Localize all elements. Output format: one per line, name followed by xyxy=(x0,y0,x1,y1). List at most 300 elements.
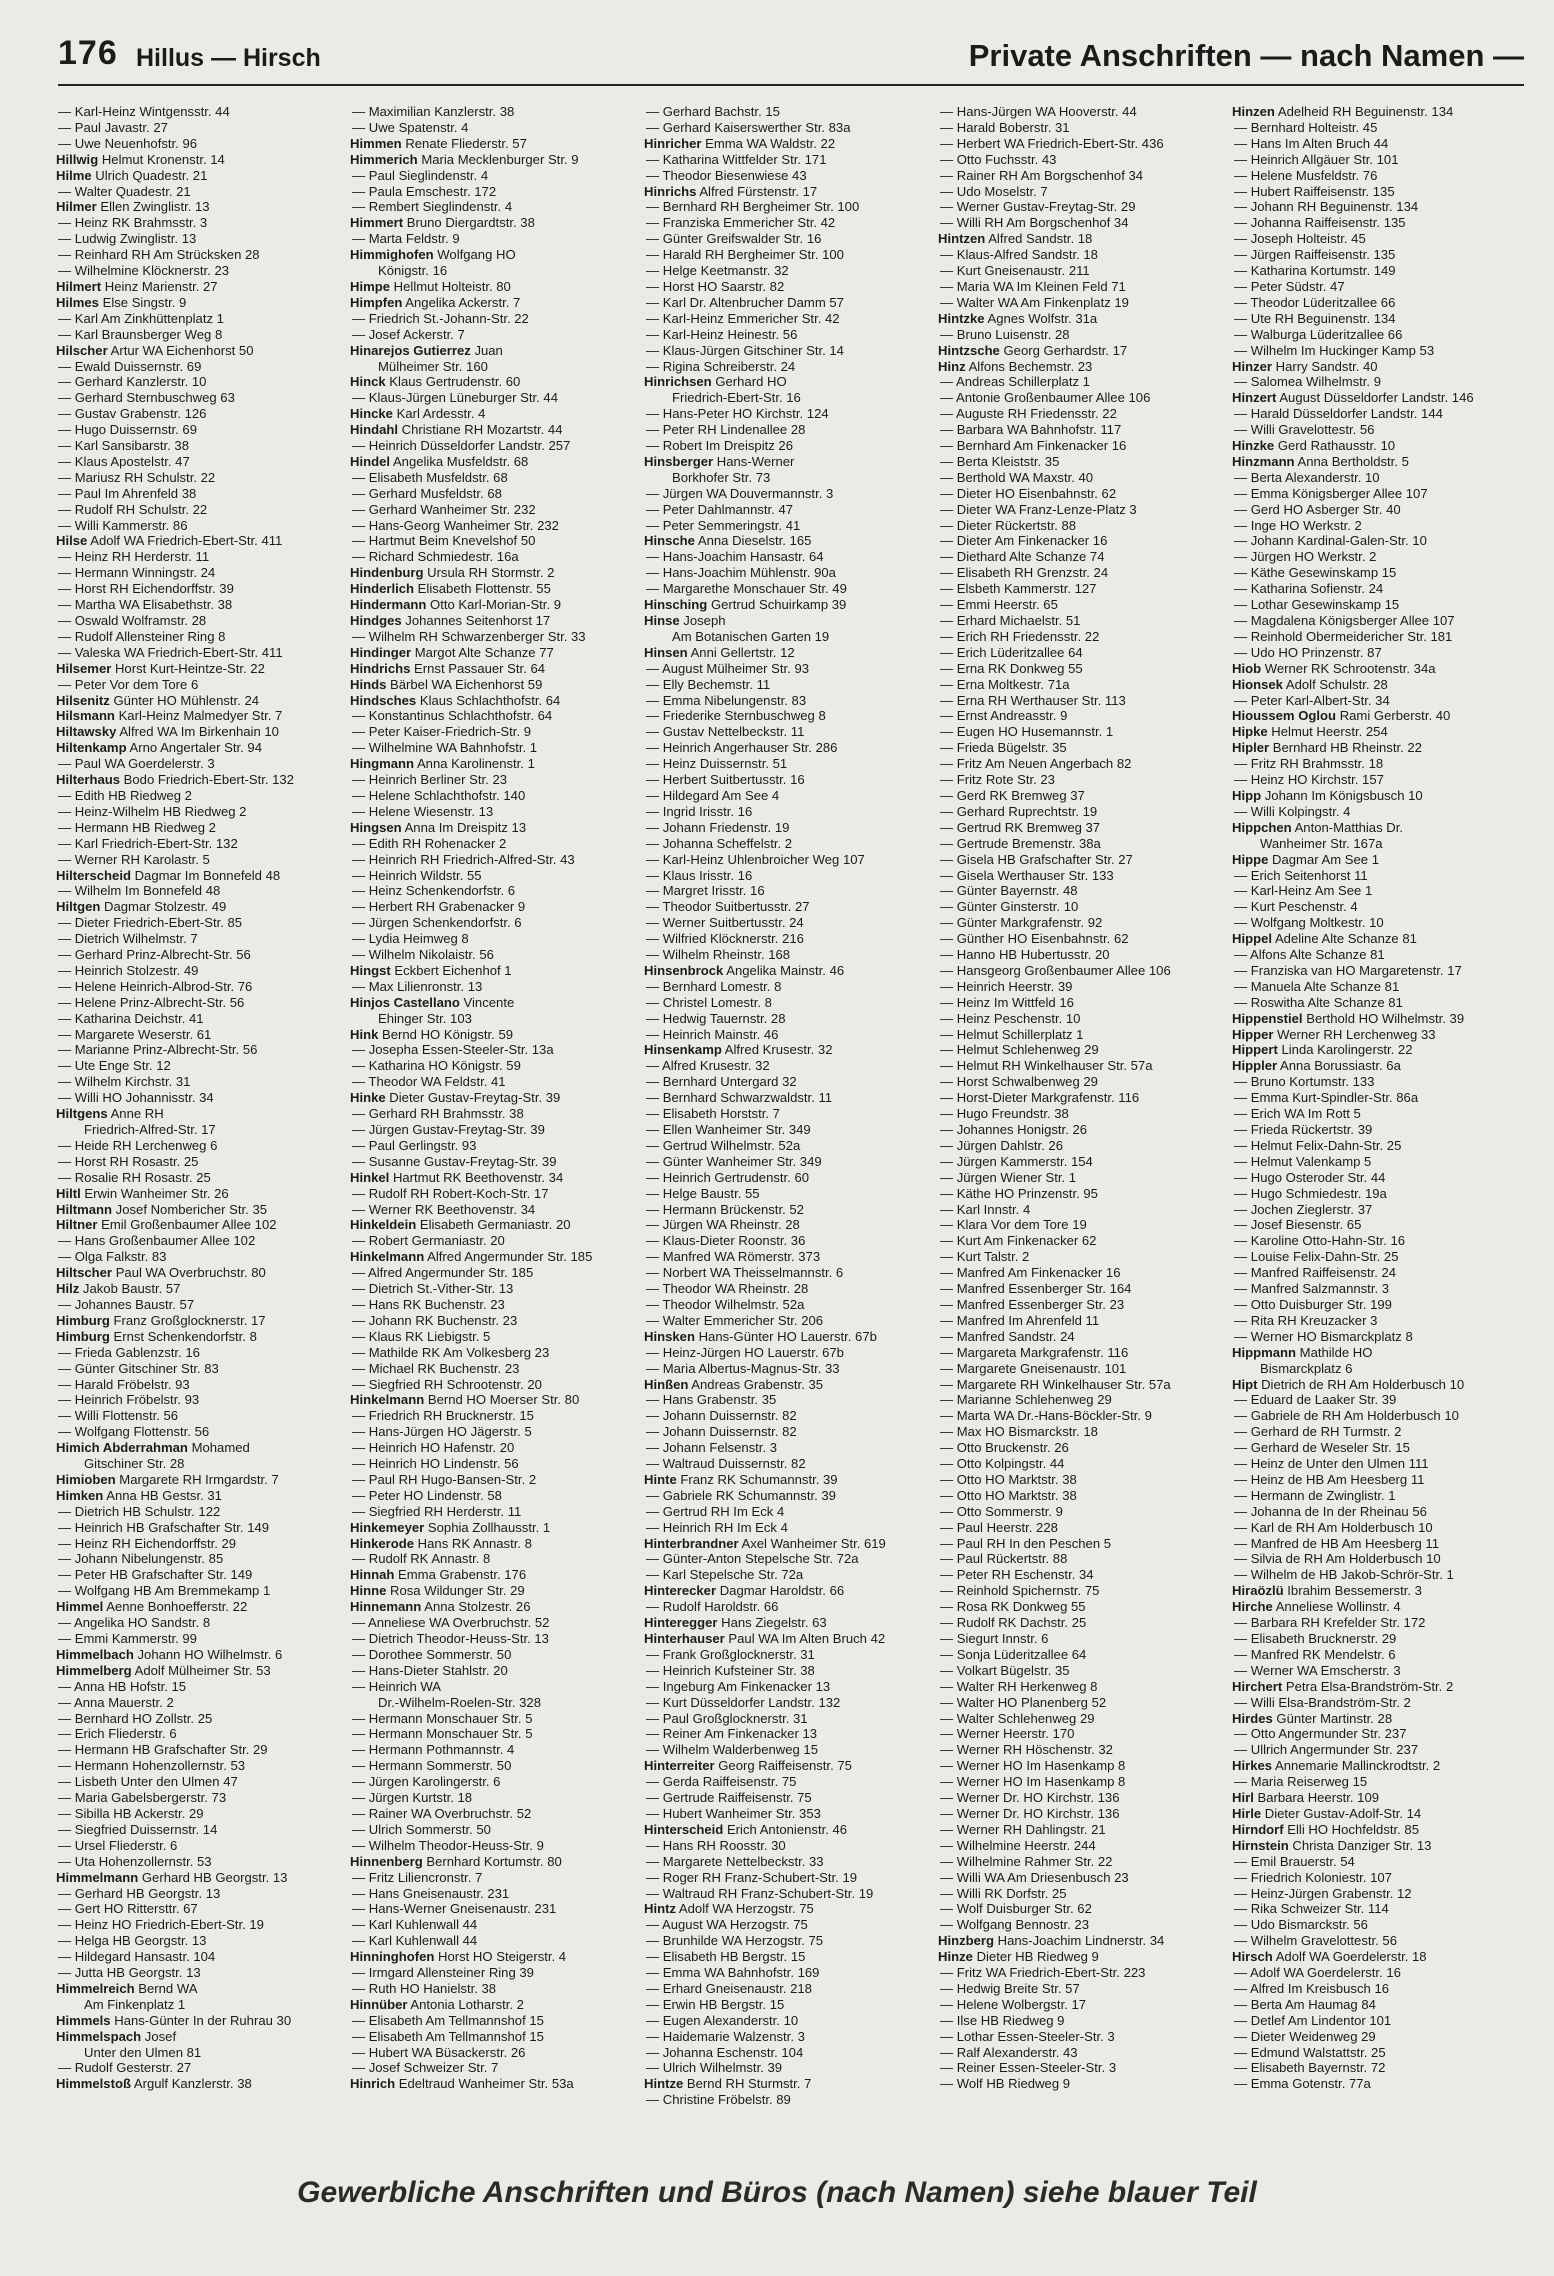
entry-text: — Willi HO Johannisstr. 34 xyxy=(58,1090,214,1106)
directory-entry xyxy=(644,852,936,868)
directory-entry xyxy=(938,184,1230,200)
entry-text: — Frieda Bügelstr. 35 xyxy=(940,740,1067,756)
entry-text: Adeline Alte Schanze 81 xyxy=(1274,931,1417,947)
directory-entry xyxy=(56,1090,348,1106)
directory-entry xyxy=(350,1154,642,1170)
directory-entry xyxy=(938,1838,1230,1854)
entry-text: — Emmi Heerstr. 65 xyxy=(940,597,1058,613)
directory-entry xyxy=(644,1377,936,1393)
directory-entry xyxy=(350,899,642,915)
directory-entry xyxy=(1232,1901,1524,1917)
directory-entry xyxy=(56,629,348,645)
directory-entry xyxy=(644,1901,936,1917)
entry-text: — Wilhelm Walderbenweg 15 xyxy=(646,1742,818,1758)
directory-entry xyxy=(644,931,936,947)
entry-text: Bruno Diergardtstr. 38 xyxy=(406,215,535,231)
directory-entry xyxy=(1232,883,1524,899)
entry-text: — Hermann Hohenzollernstr. 53 xyxy=(58,1758,246,1774)
entry-text: — Gerhard de Weseler Str. 15 xyxy=(1234,1440,1410,1456)
directory-entry xyxy=(938,1870,1230,1886)
entry-text: — Heinrich Mainstr. 46 xyxy=(646,1026,779,1042)
entry-text: — Heinrich Wildstr. 55 xyxy=(352,867,482,883)
directory-entry xyxy=(56,1631,348,1647)
directory-entry xyxy=(1232,231,1524,247)
directory-entry xyxy=(1232,995,1524,1011)
entry-text: — Otto Duisburger Str. 199 xyxy=(1234,1296,1392,1312)
directory-entry xyxy=(644,1774,936,1790)
directory-entry xyxy=(1232,1329,1524,1345)
entry-text: — Kurt Düsseldorfer Landstr. 132 xyxy=(646,1694,841,1710)
directory-entry xyxy=(56,1392,348,1408)
entry-text: — Heinz de Unter den Ulmen 111 xyxy=(1234,1456,1429,1472)
entry-surname: Hinnah xyxy=(350,1567,395,1583)
entry-text: Emma Grabenstr. 176 xyxy=(398,1567,527,1583)
entry-text: — Heinrich Düsseldorfer Landstr. 257 xyxy=(352,438,571,454)
directory-entry xyxy=(644,168,936,184)
directory-entry xyxy=(644,788,936,804)
entry-text: — Willi Kammerstr. 86 xyxy=(58,517,188,533)
entry-text: Ursula RH Stormstr. 2 xyxy=(427,565,555,581)
entry-text: — Reiner Am Finkenacker 13 xyxy=(646,1726,818,1742)
directory-entry xyxy=(350,1392,642,1408)
entry-text: — Paul Javastr. 27 xyxy=(58,119,168,135)
directory-entry xyxy=(1232,374,1524,390)
entry-text: Bismarckplatz 6 xyxy=(1260,1360,1353,1376)
directory-entry xyxy=(644,486,936,502)
entry-text: — Peter Kaiser-Friedrich-Str. 9 xyxy=(352,724,531,740)
entry-surname: Hipp xyxy=(1232,787,1262,803)
directory-entry xyxy=(350,740,642,756)
entry-text: — Günter Markgrafenstr. 92 xyxy=(940,915,1103,931)
directory-entry xyxy=(56,1551,348,1567)
directory-entry xyxy=(644,1106,936,1122)
directory-entry xyxy=(938,995,1230,1011)
directory-entry xyxy=(56,1042,348,1058)
entry-text: Dagmar Stolzestr. 49 xyxy=(104,899,227,915)
entry-text: — Maria WA Im Kleinen Feld 71 xyxy=(940,278,1126,294)
entry-surname: Hinarejos Gutierrez xyxy=(350,342,471,358)
directory-entry xyxy=(1232,708,1524,724)
entry-surname: Himmels xyxy=(56,2012,111,2028)
entry-text: — Sibilla HB Ackerstr. 29 xyxy=(58,1805,204,1821)
entry-text: Alfred WA Im Birkenhain 10 xyxy=(119,724,279,740)
entry-surname: Hinsenkamp xyxy=(644,1042,722,1058)
directory-entry xyxy=(350,1838,642,1854)
entry-text: Günter HO Mühlenstr. 24 xyxy=(113,692,260,708)
entry-text: — Rudolf RH Schulstr. 22 xyxy=(58,501,208,517)
entry-surname: Hinze xyxy=(938,1949,973,1965)
entry-text: — Rudolf RK Annastr. 8 xyxy=(352,1551,491,1567)
entry-text: — Walter HO Planenberg 52 xyxy=(940,1694,1107,1710)
directory-entry xyxy=(1232,1774,1524,1790)
directory-entry xyxy=(938,1154,1230,1170)
entry-text: — Heinz Duissernstr. 51 xyxy=(646,756,788,772)
entry-text: Rosa Wildunger Str. 29 xyxy=(390,1583,525,1599)
directory-entry xyxy=(1232,263,1524,279)
entry-text: — Hermann HB Grafschafter Str. 29 xyxy=(58,1742,268,1758)
entry-text: — Hans-Georg Wanheimer Str. 232 xyxy=(352,517,559,533)
entry-text: — Elisabeth Horststr. 7 xyxy=(646,1106,780,1122)
directory-column-2 xyxy=(350,104,642,2164)
directory-entry xyxy=(1232,740,1524,756)
entry-surname: Hinderlich xyxy=(350,581,415,597)
entry-text: — Ute RH Beguinenstr. 134 xyxy=(1234,310,1396,326)
entry-text: Alfons Bechemstr. 23 xyxy=(968,358,1093,374)
directory-entry xyxy=(1232,597,1524,613)
entry-surname: Hinßen xyxy=(644,1376,689,1392)
directory-entry xyxy=(56,136,348,152)
entry-text: Anna HB Gestsr. 31 xyxy=(106,1487,222,1503)
entry-surname: Hinnüber xyxy=(350,1996,408,2012)
directory-entry xyxy=(56,979,348,995)
directory-entry xyxy=(1232,1122,1524,1138)
directory-entry xyxy=(644,1074,936,1090)
directory-entry xyxy=(350,374,642,390)
entry-surname: Hilsmann xyxy=(56,708,115,724)
directory-entry xyxy=(56,1027,348,1043)
entry-text: — Heinrich WA xyxy=(352,1678,442,1694)
directory-entry xyxy=(1232,1822,1524,1838)
directory-entry xyxy=(1232,836,1524,852)
directory-entry xyxy=(350,518,642,534)
directory-entry xyxy=(1232,2045,1524,2061)
entry-surname: Hirl xyxy=(1232,1790,1254,1806)
directory-entry xyxy=(1232,518,1524,534)
entry-text: — Werner Dr. HO Kirchstr. 136 xyxy=(940,1805,1120,1821)
directory-entry xyxy=(56,454,348,470)
entry-surname: Hipke xyxy=(1232,724,1268,740)
entry-text: — Heinz-Wilhelm HB Riedweg 2 xyxy=(58,803,247,819)
directory-entry xyxy=(644,2013,936,2029)
entry-text: Anna Stolzestr. 26 xyxy=(424,1599,531,1615)
entry-text: — Emil Brauerstr. 54 xyxy=(1234,1853,1355,1869)
directory-entry xyxy=(350,311,642,327)
directory-entry xyxy=(1232,613,1524,629)
entry-text: — Anneliese WA Overbruchstr. 52 xyxy=(352,1615,550,1631)
entry-surname: Himmelberg xyxy=(56,1662,132,1678)
directory-entry xyxy=(1232,1297,1524,1313)
directory-entry xyxy=(56,1647,348,1663)
directory-entry xyxy=(56,1854,348,1870)
directory-entry xyxy=(1232,454,1524,470)
entry-text: — Walburga Lüderitzallee 66 xyxy=(1234,326,1403,342)
entry-text: — Heinrich Stolzestr. 49 xyxy=(58,962,199,978)
entry-text: — Josef Ackerstr. 7 xyxy=(352,326,465,342)
directory-entry xyxy=(644,1615,936,1631)
entry-text: Paul WA Overbruchstr. 80 xyxy=(115,1265,266,1281)
directory-entry xyxy=(1232,1361,1524,1377)
directory-entry xyxy=(56,1170,348,1186)
directory-entry xyxy=(350,1122,642,1138)
directory-entry xyxy=(56,1249,348,1265)
directory-entry xyxy=(938,2060,1230,2076)
entry-surname: Himburg xyxy=(56,1328,110,1344)
entry-text: — Margareta Markgrafenstr. 116 xyxy=(940,1344,1129,1360)
entry-text: Dietrich de RH Am Holderbusch 10 xyxy=(1261,1376,1465,1392)
directory-entry xyxy=(1232,486,1524,502)
directory-entry xyxy=(938,1536,1230,1552)
directory-entry xyxy=(1232,327,1524,343)
entry-surname: Hinzert xyxy=(1232,390,1277,406)
entry-text: — Reiner Essen-Steeler-Str. 3 xyxy=(940,2060,1117,2076)
entry-text: — Manfred Raiffeisenstr. 24 xyxy=(1234,1265,1397,1281)
entry-text: — Manfred RK Mendelstr. 6 xyxy=(1234,1646,1396,1662)
directory-entry xyxy=(350,263,642,279)
directory-entry xyxy=(56,359,348,375)
entry-text: Georg Raiffeisenstr. 75 xyxy=(718,1758,852,1774)
entry-text: — Heinrich HO Lindenstr. 56 xyxy=(352,1456,519,1472)
entry-text: — Udo HO Prinzenstr. 87 xyxy=(1234,644,1382,660)
directory-entry xyxy=(938,454,1230,470)
directory-entry xyxy=(56,390,348,406)
directory-entry xyxy=(644,1154,936,1170)
directory-entry xyxy=(1232,1886,1524,1902)
directory-entry xyxy=(350,979,642,995)
entry-text: Gitschiner Str. 28 xyxy=(84,1456,185,1472)
directory-entry xyxy=(938,1663,1230,1679)
entry-text: — Dietrich Wilhelmstr. 7 xyxy=(58,931,198,947)
entry-text: — Hermann HB Riedweg 2 xyxy=(58,819,216,835)
entry-text: — Dieter HO Eisenbahnstr. 62 xyxy=(940,485,1117,501)
entry-text: — Peter HO Lindenstr. 58 xyxy=(352,1487,502,1503)
directory-entry xyxy=(56,852,348,868)
directory-entry xyxy=(350,661,642,677)
entry-text: — Dietrich HB Schulstr. 122 xyxy=(58,1503,221,1519)
entry-text: — Marta Feldstr. 9 xyxy=(352,231,460,247)
entry-text: — Peter Vor dem Tore 6 xyxy=(58,676,199,692)
entry-surname: Hinzmann xyxy=(1232,453,1295,469)
entry-text: — Walter WA Am Finkenplatz 19 xyxy=(940,294,1129,310)
directory-entry xyxy=(1232,1870,1524,1886)
directory-entry xyxy=(644,1790,936,1806)
directory-entry xyxy=(56,120,348,136)
entry-text: — Jürgen Raiffeisenstr. 135 xyxy=(1234,247,1396,263)
entry-text: — Willi RK Dorfstr. 25 xyxy=(940,1885,1067,1901)
directory-entry xyxy=(56,1695,348,1711)
directory-entry xyxy=(350,1170,642,1186)
entry-text: — Kurt Gneisenaustr. 211 xyxy=(940,263,1090,279)
directory-entry xyxy=(1232,1265,1524,1281)
directory-entry xyxy=(1232,963,1524,979)
entry-text: — Eugen HO Husemannstr. 1 xyxy=(940,724,1114,740)
entry-text: Agnes Wolfstr. 31a xyxy=(987,310,1098,326)
entry-text: — Günter Ginsterstr. 10 xyxy=(940,899,1079,915)
directory-entry xyxy=(938,883,1230,899)
directory-entry xyxy=(938,502,1230,518)
entry-text: Adolf Schulstr. 28 xyxy=(1285,676,1388,692)
entry-surname: Hinnenberg xyxy=(350,1853,423,1869)
directory-entry xyxy=(56,1154,348,1170)
directory-entry xyxy=(644,1042,936,1058)
directory-entry xyxy=(350,852,642,868)
entry-text: Juan xyxy=(474,342,503,358)
entry-text: August Düsseldorfer Landstr. 146 xyxy=(1279,390,1474,406)
directory-entry xyxy=(1232,1058,1524,1074)
entry-text: Alfred Angermunder Str. 185 xyxy=(427,1249,593,1265)
entry-surname: Hilmert xyxy=(56,278,102,294)
entry-text: Jakob Baustr. 57 xyxy=(82,1281,181,1297)
directory-entry xyxy=(1232,1345,1524,1361)
entry-text: — Theodor Lüderitzallee 66 xyxy=(1234,294,1396,310)
directory-entry xyxy=(644,1313,936,1329)
entry-text: — Maria Albertus-Magnus-Str. 33 xyxy=(646,1360,840,1376)
entry-text: — Robert Im Dreispitz 26 xyxy=(646,438,793,454)
entry-surname: Hippert xyxy=(1232,1042,1278,1058)
directory-entry xyxy=(644,979,936,995)
entry-surname: Hippmann xyxy=(1232,1344,1297,1360)
entry-text: — Alfred Krusestr. 32 xyxy=(646,1058,770,1074)
entry-text: — Klara Vor dem Tore 19 xyxy=(940,1217,1087,1233)
directory-entry xyxy=(350,1679,642,1695)
entry-surname: Hirndorf xyxy=(1232,1821,1284,1837)
directory-entry xyxy=(938,406,1230,422)
entry-text: — Gerhard Kaiserswerther Str. 83a xyxy=(646,119,851,135)
directory-entry xyxy=(350,1631,642,1647)
entry-text: — Marianne Schlehenweg 29 xyxy=(940,1392,1112,1408)
entry-text: — Reinhold Spichernstr. 75 xyxy=(940,1583,1100,1599)
entry-text: — Waltraud Duissernstr. 82 xyxy=(646,1456,806,1472)
directory-entry xyxy=(644,1122,936,1138)
directory-entry xyxy=(938,438,1230,454)
directory-entry xyxy=(56,1424,348,1440)
directory-entry xyxy=(1232,1090,1524,1106)
entry-text: — Siegfried RH Schrootenstr. 20 xyxy=(352,1376,542,1392)
directory-entry xyxy=(1232,1933,1524,1949)
directory-entry xyxy=(350,1265,642,1281)
entry-text: Emil Großenbaumer Allee 102 xyxy=(101,1217,277,1233)
directory-entry xyxy=(938,168,1230,184)
directory-column-3 xyxy=(644,104,936,2164)
directory-entry xyxy=(644,1408,936,1424)
directory-entry xyxy=(938,756,1230,772)
entry-text: — Jürgen WA Douvermannstr. 3 xyxy=(646,485,834,501)
directory-entry xyxy=(1232,1027,1524,1043)
entry-text: — Hans-Dieter Stahlstr. 20 xyxy=(352,1662,508,1678)
entry-text: — Reinhold Obermeidericher Str. 181 xyxy=(1234,628,1453,644)
entry-text: — Heinrich Gertrudenstr. 60 xyxy=(646,1169,810,1185)
directory-entry xyxy=(1232,1377,1524,1393)
directory-entry xyxy=(1232,1186,1524,1202)
entry-text: Borkhofer Str. 73 xyxy=(672,469,771,485)
directory-entry xyxy=(644,247,936,263)
entry-text: Elisabeth Germaniastr. 20 xyxy=(419,1217,571,1233)
directory-entry xyxy=(350,1933,642,1949)
entry-text: — Heinrich Angerhauser Str. 286 xyxy=(646,740,838,756)
entry-text: — Wilhelmine Rahmer Str. 22 xyxy=(940,1853,1113,1869)
directory-entry xyxy=(56,374,348,390)
entry-text: — Rosa RK Donkweg 55 xyxy=(940,1599,1086,1615)
directory-entry xyxy=(56,915,348,931)
entry-text: — Günther HO Eisenbahnstr. 62 xyxy=(940,931,1129,947)
entry-text: — Rosalie RH Rosastr. 25 xyxy=(58,1169,211,1185)
entry-text: — Karl-Heinz Uhlenbroicher Weg 107 xyxy=(646,851,865,867)
entry-text: — Hans-Joachim Mühlenstr. 90a xyxy=(646,565,836,581)
directory-entry xyxy=(938,422,1230,438)
directory-entry xyxy=(938,1186,1230,1202)
entry-text: — Berthold WA Maxstr. 40 xyxy=(940,469,1094,485)
entry-text: — Margarete RH Winkelhauser Str. 57a xyxy=(940,1376,1171,1392)
directory-entry xyxy=(938,1583,1230,1599)
entry-text: — Barbara RH Krefelder Str. 172 xyxy=(1234,1615,1426,1631)
entry-surname: Hintze xyxy=(644,2076,684,2092)
directory-entry xyxy=(350,1790,642,1806)
directory-entry xyxy=(938,533,1230,549)
entry-text: Bernhard HB Rheinstr. 22 xyxy=(1272,740,1422,756)
directory-entry xyxy=(938,963,1230,979)
entry-text: Bernd RH Sturmstr. 7 xyxy=(686,2076,812,2092)
entry-text: — Gerhard Musfeldstr. 68 xyxy=(352,485,502,501)
entry-text: — Marta WA Dr.-Hans-Böckler-Str. 9 xyxy=(940,1408,1152,1424)
entry-surname: Hinsken xyxy=(644,1328,695,1344)
footer-note: Gewerbliche Anschriften und Büros (nach Namen) siehe blauer Teil xyxy=(297,2176,1257,2209)
directory-entry xyxy=(350,693,642,709)
directory-entry xyxy=(938,708,1230,724)
directory-entry xyxy=(1232,1997,1524,2013)
entry-text: Franz RK Schumannstr. 39 xyxy=(680,1471,838,1487)
directory-entry xyxy=(938,152,1230,168)
entry-surname: Hirche xyxy=(1232,1599,1273,1615)
directory-entry xyxy=(644,883,936,899)
entry-text: Anni Gellertstr. 12 xyxy=(690,644,795,660)
directory-entry xyxy=(938,1377,1230,1393)
directory-entry xyxy=(350,2013,642,2029)
directory-entry xyxy=(938,359,1230,375)
entry-text: — Gisela HB Grafschafter Str. 27 xyxy=(940,851,1133,867)
directory-entry xyxy=(1232,868,1524,884)
entry-text: — Hans Grabenstr. 35 xyxy=(646,1392,777,1408)
entry-text: — Jürgen Gustav-Freytag-Str. 39 xyxy=(352,1122,545,1137)
entry-surname: Hiltenkamp xyxy=(56,740,127,756)
entry-text: Sophia Zollhausstr. 1 xyxy=(427,1519,551,1535)
entry-text: — Karl Friedrich-Ebert-Str. 132 xyxy=(58,835,238,851)
directory-entry xyxy=(350,1615,642,1631)
entry-surname: Hingst xyxy=(350,962,391,978)
entry-text: Barbara Heerstr. 109 xyxy=(1257,1790,1380,1806)
entry-text: — Rigina Schreiberstr. 24 xyxy=(646,358,796,374)
entry-text: Artur WA Eichenhorst 50 xyxy=(110,342,254,358)
entry-text: — Erich Seitenhorst 11 xyxy=(1234,867,1368,883)
entry-text: — Horst-Dieter Markgrafenstr. 116 xyxy=(940,1090,1140,1106)
directory-entry xyxy=(1232,1631,1524,1647)
directory-entry xyxy=(938,2013,1230,2029)
entry-text: — Rudolf Haroldstr. 66 xyxy=(646,1599,779,1615)
directory-entry xyxy=(1232,629,1524,645)
entry-text: — Hubert Wanheimer Str. 353 xyxy=(646,1805,821,1821)
entry-text: — Wolfgang Flottenstr. 56 xyxy=(58,1424,210,1440)
entry-text: — Katharina Kortumstr. 149 xyxy=(1234,263,1396,279)
directory-entry xyxy=(350,995,642,1011)
entry-surname: Himpfen xyxy=(350,294,403,310)
directory-entry xyxy=(56,231,348,247)
entry-text: — Klaus-Jürgen Gitschiner Str. 14 xyxy=(646,342,844,358)
entry-text: — Werner HO Im Hasenkamp 8 xyxy=(940,1774,1126,1790)
entry-text: Georg Gerhardstr. 17 xyxy=(1003,342,1128,358)
directory-entry xyxy=(350,613,642,629)
directory-entry xyxy=(938,311,1230,327)
entry-text: — Ulrich Wilhelmstr. 39 xyxy=(646,2060,783,2076)
entry-text: — Hans-Joachim Hansastr. 64 xyxy=(646,549,824,565)
entry-surname: Hinnemann xyxy=(350,1599,422,1615)
directory-entry xyxy=(938,1981,1230,1997)
directory-entry xyxy=(350,1297,642,1313)
directory-entry xyxy=(1232,1217,1524,1233)
entry-text: — Günter Bayernstr. 48 xyxy=(940,883,1078,899)
directory-entry xyxy=(938,295,1230,311)
entry-text: Dieter Gustav-Adolf-Str. 14 xyxy=(1264,1805,1422,1821)
directory-entry xyxy=(350,215,642,231)
entry-surname: Hirnstein xyxy=(1232,1837,1289,1853)
entry-text: — Erich RH Friedensstr. 22 xyxy=(940,628,1100,644)
